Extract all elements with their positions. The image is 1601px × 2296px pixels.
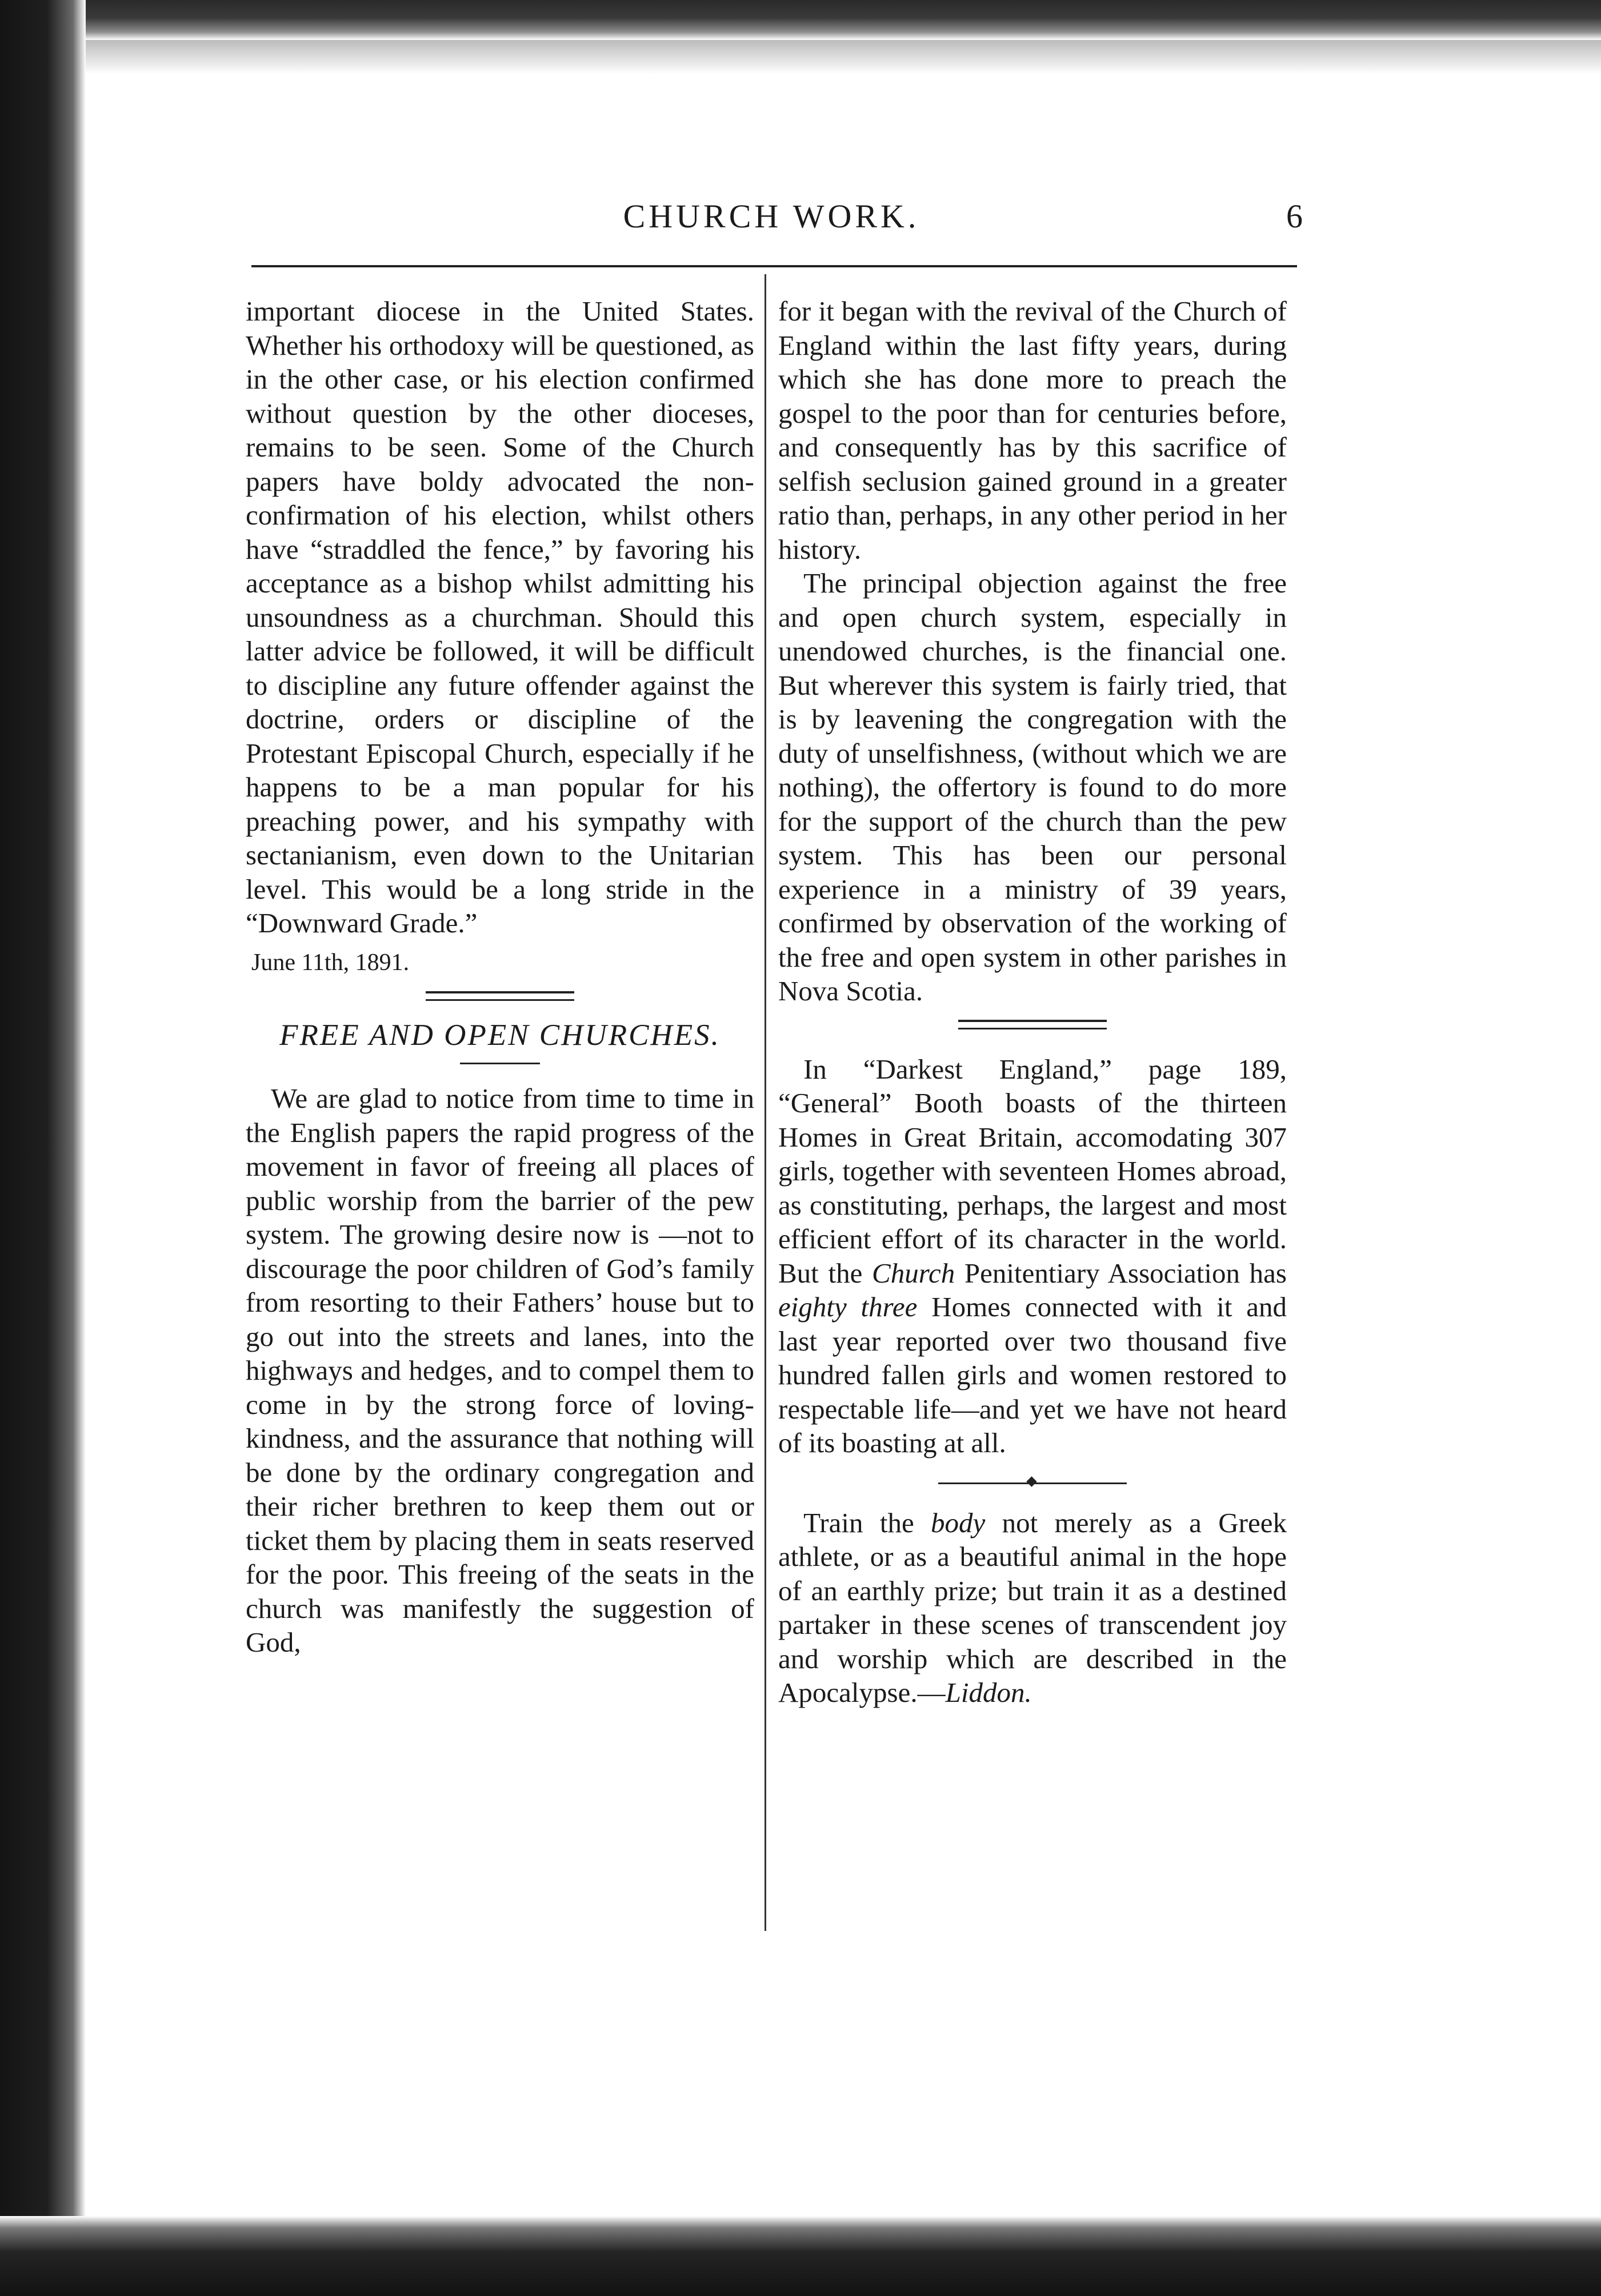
text-run: Homes connected with it and last year reported over two thousand five hundred fallen girls and women restored to respectable life—and yet we have not heard of its boasting at all. bbox=[778, 1291, 1287, 1458]
header-rule bbox=[251, 265, 1297, 267]
italic-eighty-three: eighty three bbox=[778, 1291, 918, 1323]
scan-border-bottom bbox=[0, 2216, 1601, 2296]
article-continuation-paragraph: for it began with the revival of the Church of England within the last fifty years, during which she has done more to preach the gospel to the poor than for centuries before, and consequently has by this sacrifice of selfish seclusion gained ground in a greater ratio than, perhaps, in any other period in her history. bbox=[778, 295, 1287, 565]
quote-author: Liddon. bbox=[945, 1677, 1032, 1708]
section-title: FREE AND OPEN CHURCHES. bbox=[279, 1019, 721, 1052]
text-run: Train the bbox=[803, 1506, 931, 1538]
article-paragraph: We are glad to notice from time to time in the English papers the rapid progress of the movement in favor of freeing all places of public worship from the barrier of the pew system. The growing desire now is —not to discourage the poor children of God’s family from resorting to their Fathers’ house but to go out into the streets and lanes, into the highways and hedges, and to compel them to come in by the strong force of loving-kindness, and the assurance that nothing will be done by the ordinary congregation and their richer brethren to keep them out or ticket them by placing them in seats reserved for the poor. This freeing of the seats in the church was manifestly the suggestion of God, bbox=[246, 1083, 754, 1658]
title-rule bbox=[460, 1063, 540, 1064]
section-separator bbox=[426, 991, 574, 1001]
page-header bbox=[240, 197, 1303, 260]
running-title: CHURCH WORK. bbox=[623, 198, 920, 235]
scan-border-left bbox=[0, 0, 86, 2296]
italic-body: body bbox=[931, 1506, 986, 1538]
right-column bbox=[778, 294, 1287, 1710]
dateline: June 11th, 1891. bbox=[251, 949, 410, 976]
article-continuation-paragraph: important diocese in the United States. Whether his orthodoxy will be questioned, as in the other case, or his election confirmed without question by the other dioceses, remains to be seen. Some of the Church papers have boldy advocated the non-confirmation of his election, whilst others have “straddled the fence,” by favoring his acceptance as a bishop whilst admitting his unsoundness as a churchman. Should this latter advice be followed, it will be difficult to discipline any future offender against the doctrine, orders or discipline of the Protestant Episcopal Church, especially if he happens to be a man popular for his preaching power, and his sympathy with sectanianism, even down to the Unitarian level. This would be a long stride in the “Downward Grade.” bbox=[246, 295, 754, 939]
scan-border-top-fade bbox=[0, 40, 1601, 74]
section-separator bbox=[958, 1020, 1107, 1029]
column-divider bbox=[765, 274, 766, 1931]
text-run: not merely as a Greek athlete, or as a beautiful animal in the hope of an earthly prize; but train it as a destined partaker in these scenes of transcendent joy and worship which are described in the Apocalypse.— bbox=[778, 1506, 1287, 1708]
italic-church: Church bbox=[872, 1257, 955, 1289]
left-column bbox=[246, 294, 754, 1660]
text-run: In “Darkest England,” page 189, “General” Booth boasts of the thirteen Homes in Great Britain, accomodating 307 girls, together with seventeen Homes abroad, as constituting, perhaps, the largest and most efficient effort of its character in the world. But the bbox=[778, 1053, 1287, 1289]
article-paragraph: The principal objection against the free and open church system, especially in unendowed churches, is the financial one. But wherever this system is fairly tried, that is by leavening the congregation with the duty of unselfishness, (without which we are nothing), the offertory is found to do more for the support of the church than the pew system. This has been our personal experience in a ministry of 39 years, confirmed by observation of the working of the free and open system in other parishes in Nova Scotia. bbox=[778, 567, 1287, 1007]
text-run: Penitentiary Association has bbox=[955, 1257, 1287, 1289]
page-number: 6 bbox=[1286, 198, 1303, 235]
scan-border-top bbox=[0, 0, 1601, 40]
ornament-separator bbox=[938, 1477, 1127, 1489]
liddon-quote-paragraph bbox=[778, 1506, 1287, 1710]
darkest-england-paragraph bbox=[778, 1052, 1287, 1460]
